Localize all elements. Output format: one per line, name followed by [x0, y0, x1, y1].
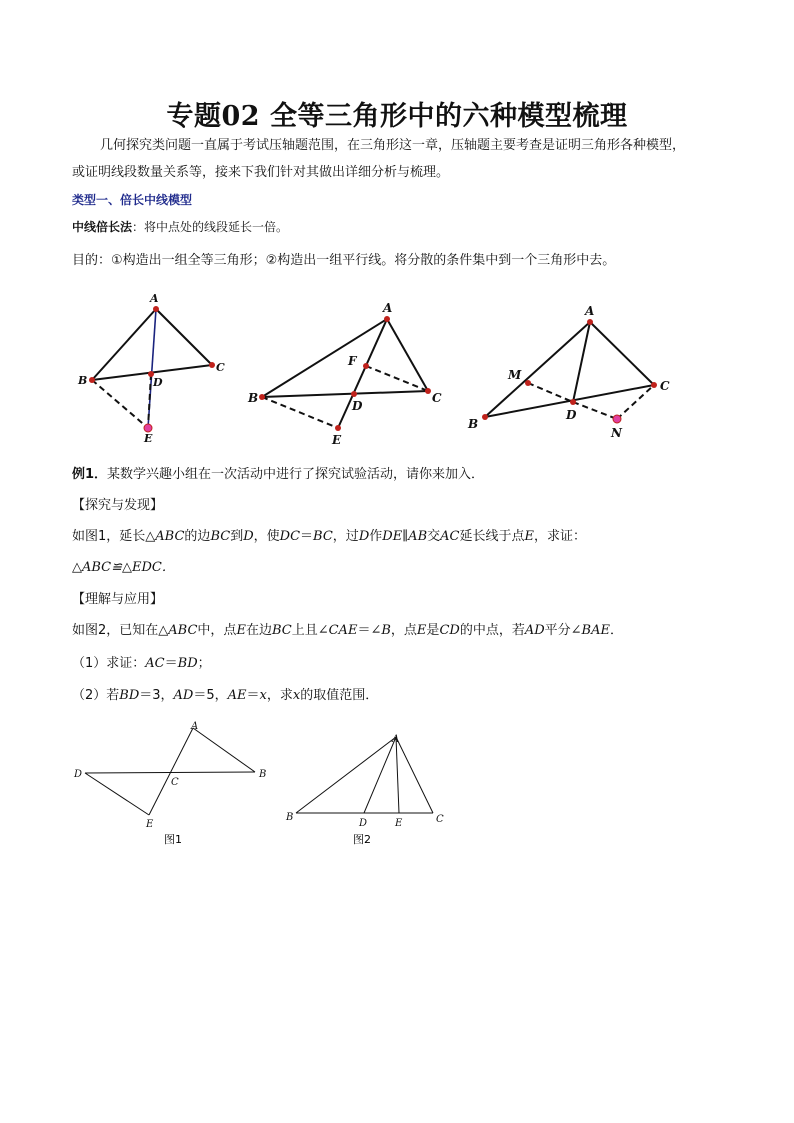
label-c: C: [432, 391, 442, 405]
method-line: [72, 218, 288, 237]
question-1: （1）求证：AC＝BD；: [72, 656, 211, 671]
diagram-1-points: [89, 306, 215, 383]
example-label: 例1．: [72, 467, 108, 482]
fig2-label-b: B: [286, 812, 294, 823]
example-line: [72, 465, 484, 484]
fig1-label-b: B: [259, 769, 267, 780]
label-f: F: [348, 354, 357, 368]
label-a: A: [585, 304, 595, 318]
method-label: 中线倍长法: [72, 220, 133, 234]
apply-line: 如图2，已知在△ABC中，点E在边BC上且∠CAE＝∠B，点E是CD的中点，若AD平分∠BAE．: [72, 623, 623, 638]
diagram-1: [92, 309, 212, 428]
figure-2-caption: 图2: [353, 833, 371, 846]
label-n: N: [611, 426, 622, 440]
example-figures: [60, 715, 460, 855]
figure-2: [296, 737, 433, 813]
label-b: B: [248, 391, 259, 405]
label-c: C: [660, 379, 670, 393]
label-d: D: [352, 399, 363, 413]
page-title: 专题02 全等三角形中的六种模型梳理: [166, 101, 628, 132]
method-text: ：将中点处的线段延长一倍。: [132, 220, 289, 234]
label-c: C: [216, 361, 225, 374]
fig2-label-d: D: [359, 818, 368, 829]
purpose-line: 目的：①构造出一组全等三角形；②构造出一组平行线。将分散的条件集中到一个三角形中去。: [72, 253, 616, 268]
label-d: D: [566, 408, 577, 422]
intro-line-1: 几何探究类问题一直属于考试压轴题范围，在三角形这一章，压轴题主要考查是证明三角形各种模型，: [100, 138, 686, 153]
fig2-label-e: E: [395, 818, 403, 829]
diagram-3-point-n: [613, 415, 621, 423]
label-b: B: [78, 374, 88, 387]
fig2-label-a: A: [392, 734, 400, 745]
example-text: 某数学兴趣小组在一次活动中进行了探究试验活动，请你来加入．: [107, 467, 485, 482]
question-2: （2）若BD＝3，AD＝5，AE＝x，求x的取值范围．: [72, 688, 379, 703]
label-a: A: [150, 292, 159, 305]
explore-line-1: 如图1，延长△ABC的边BC到D，使DC＝BC，过D作DE∥AB交AC延长线于点E，求证：: [72, 529, 587, 544]
figure-1: [85, 728, 255, 815]
label-e: E: [144, 432, 153, 445]
intro-line-2: 或证明线段数量关系等，接来下我们针对其做出详细分析与梳理。: [72, 165, 450, 180]
explore-line-2: △ABC≌△EDC．: [72, 560, 175, 575]
label-m: M: [508, 368, 522, 382]
figure-1-caption: 图1: [164, 833, 182, 846]
label-e: E: [332, 433, 342, 447]
fig2-label-c: C: [436, 814, 444, 825]
apply-heading: 【理解与应用】: [72, 592, 164, 607]
fig1-label-d: D: [74, 769, 83, 780]
explore-heading: 【探究与发现】: [72, 498, 164, 513]
diagram-2: [262, 319, 428, 428]
fig1-label-e: E: [146, 819, 154, 830]
fig1-label-a: A: [191, 721, 199, 732]
fig1-label-c: C: [171, 777, 179, 788]
section-heading: 类型一、倍长中线模型: [72, 193, 193, 207]
label-d: D: [153, 376, 163, 389]
label-a: A: [383, 301, 393, 315]
label-b: B: [468, 417, 479, 431]
diagram-1-point-e: [144, 424, 152, 432]
median-diagrams: [60, 285, 700, 455]
